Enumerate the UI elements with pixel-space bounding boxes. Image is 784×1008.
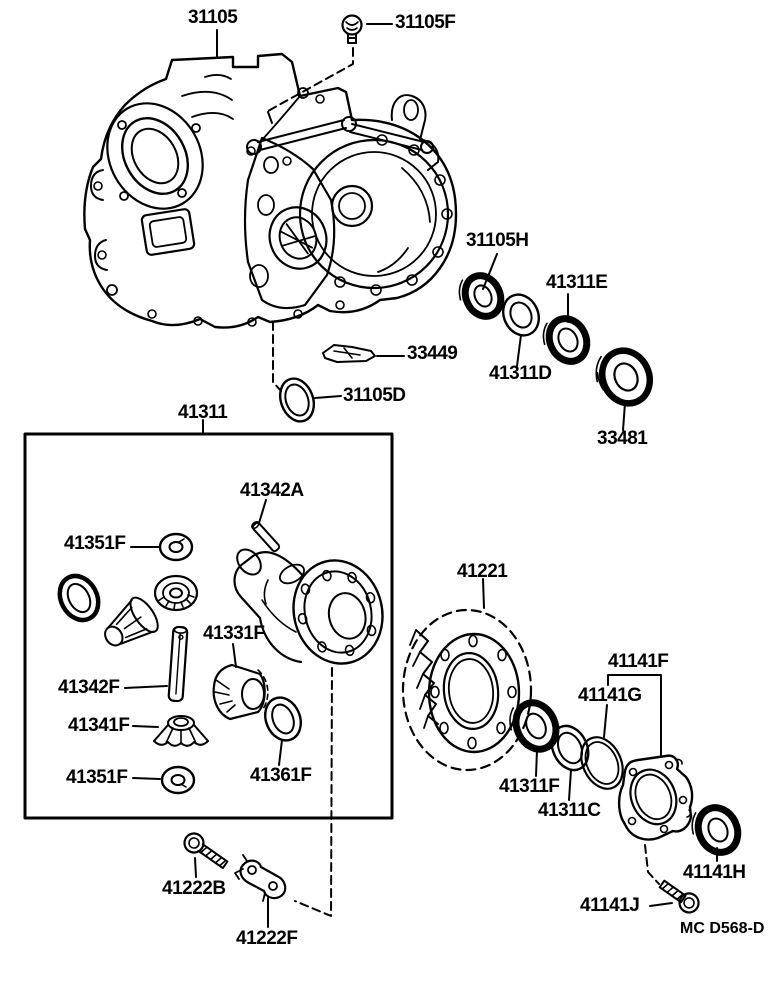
part-label-41342a: 41342A <box>240 480 304 501</box>
part-label-41141h: 41141H <box>683 862 746 883</box>
side-gear-41341f <box>154 716 208 746</box>
part-label-33449: 33449 <box>407 343 458 364</box>
part-label-41141g: 41141G <box>578 685 642 706</box>
part-label-41311c: 41311C <box>538 800 601 821</box>
magnet-33449 <box>323 345 375 362</box>
part-label-41351f-bottom: 41351F <box>66 767 128 788</box>
pinion-shaft-41342f <box>168 627 187 702</box>
differential-case <box>232 545 393 673</box>
part-label-41361f: 41361F <box>250 765 312 786</box>
pin-41342a <box>251 521 281 553</box>
dashed-assembly-lines <box>268 48 659 916</box>
part-label-31105d: 31105D <box>343 385 406 406</box>
washer-41351f-top <box>160 534 192 560</box>
transaxle-case-drawing <box>84 54 456 328</box>
bearing-41311e <box>537 311 594 370</box>
pinion-gear-upper <box>96 593 163 657</box>
diagram-code-watermark: MC D568-D <box>680 920 765 937</box>
part-label-41222b: 41222B <box>162 878 226 899</box>
part-label-41311e: 41311E <box>546 272 608 293</box>
part-label-41311: 41311 <box>178 402 228 423</box>
bolt-31105f <box>343 16 362 44</box>
side-gear-top-view <box>155 576 197 610</box>
part-label-41311f: 41311F <box>499 776 560 797</box>
lock-plate-41222f <box>235 855 285 901</box>
pinion-gear-41331f <box>214 665 268 719</box>
retainer-41141f <box>619 756 692 840</box>
part-label-31105: 31105 <box>188 7 238 28</box>
washer-41351f-bottom <box>162 767 194 793</box>
part-label-41141f: 41141F <box>608 651 669 672</box>
part-label-31105h: 31105H <box>466 230 529 251</box>
thrust-washer-41361f <box>259 692 307 746</box>
oil-seal-31105d <box>274 374 319 426</box>
thrust-washer-left <box>52 569 105 627</box>
part-label-41341f: 41341F <box>68 715 130 736</box>
bolt-41222b <box>181 830 231 873</box>
part-label-41342f: 41342F <box>58 677 120 698</box>
ring-gear-41221 <box>403 610 531 770</box>
oil-seal-31105h <box>453 268 507 324</box>
part-label-41351f-top: 41351F <box>64 533 126 554</box>
part-label-31105f: 31105F <box>395 12 456 33</box>
part-label-41311d: 41311D <box>489 363 552 384</box>
leader-lines <box>125 24 717 927</box>
part-label-33481: 33481 <box>597 428 648 449</box>
part-label-41141j: 41141J <box>580 895 640 916</box>
oil-seal-41141h <box>686 799 745 861</box>
part-label-41221: 41221 <box>457 561 508 582</box>
bearing-33481 <box>588 341 658 413</box>
part-label-41331f: 41331F <box>203 623 265 644</box>
part-label-41222f: 41222F <box>236 928 298 949</box>
